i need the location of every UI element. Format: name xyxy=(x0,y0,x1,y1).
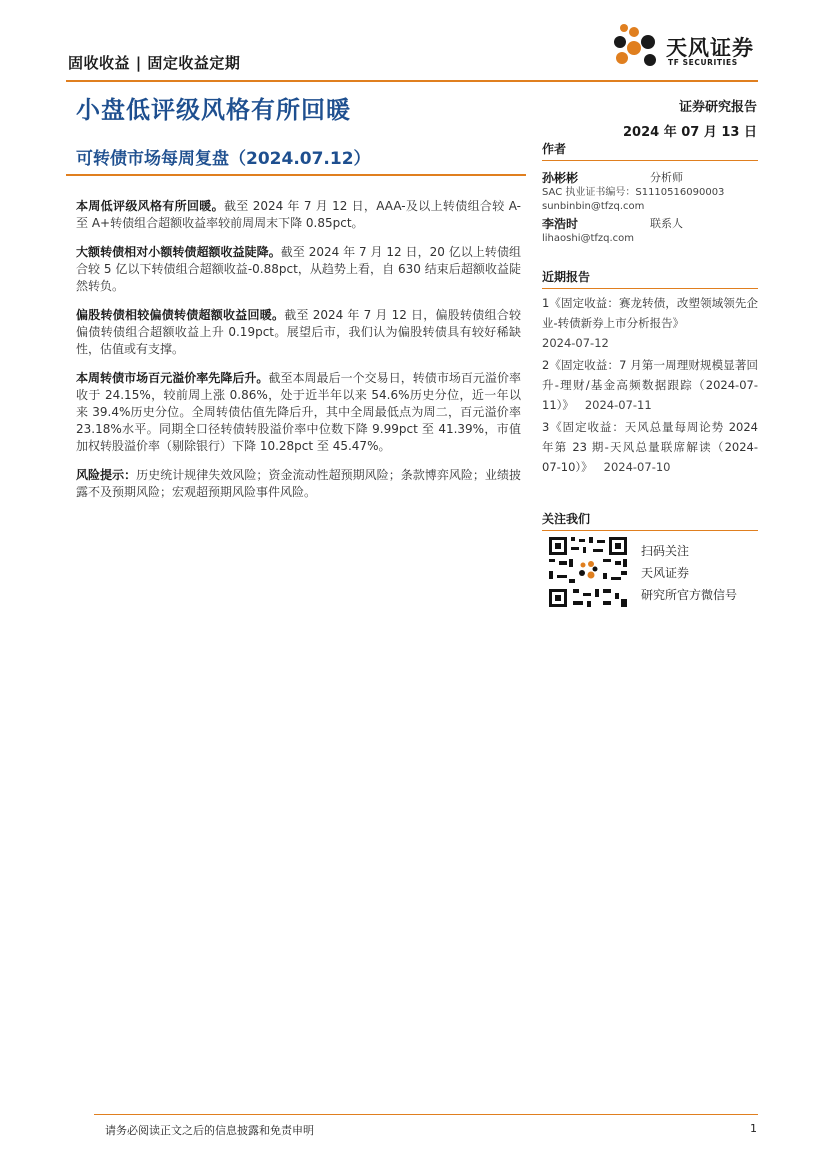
author-role: 联系人 xyxy=(650,217,683,230)
subtitle-divider xyxy=(66,174,526,176)
author-name: 李浩时 xyxy=(542,217,579,231)
author-email[interactable]: sunbinbin@tfzq.com xyxy=(542,201,645,212)
logo-text-en: TF SECURITIES xyxy=(668,58,738,67)
page-subtitle: 可转债市场每周复盘（2024.07.12） xyxy=(76,149,371,169)
footer-disclaimer: 请务必阅读正文之后的信息披露和免责申明 xyxy=(105,1124,314,1137)
report-date: 2024 年 07 月 13 日 xyxy=(623,125,757,140)
summary-paragraph: 大额转债相对小额转债超额收益陡降。截至 2024 年 7 月 12 日，20 亿以上转债组合较 5 亿以下转债组合超额收益-0.88pct，从趋势上看，自 630 结束后超额收益陡然转负。 xyxy=(76,245,521,293)
follow-section xyxy=(542,510,758,531)
footer-divider xyxy=(94,1114,758,1115)
follow-text xyxy=(641,540,737,606)
author-entry xyxy=(542,217,758,232)
recent-reports-section xyxy=(542,268,758,479)
follow-divider xyxy=(542,530,758,531)
author-email[interactable]: lihaoshi@tfzq.com xyxy=(542,233,635,244)
follow-line: 扫码关注 xyxy=(641,544,690,558)
summary-paragraph: 本周低评级风格有所回暖。截至 2024 年 7 月 12 日，AAA-及以上转债组合较 A-至 A+转债组合超额收益率较前周周末下降 0.85pct。 xyxy=(76,199,521,230)
follow-line: 天风证券 xyxy=(641,566,690,580)
recent-report-item[interactable]: 1《固定收益：赛龙转债，改塑领域领先企业-转债新券上市分析报告》 2024-07-12 xyxy=(542,296,758,350)
qr-code-icon[interactable] xyxy=(547,535,629,609)
recent-report-item[interactable]: 2《固定收益：7 月第一周理财规模显著回升-理财/基金高频数据跟踪（2024-07-11）》 2024-07-11 xyxy=(542,358,758,412)
recent-report-item[interactable]: 3《固定收益：天风总量每周论势 2024 年第 23 期-天风总量联席解读（2024-07-10）》 2024-07-10 xyxy=(542,420,758,474)
recent-heading: 近期报告 xyxy=(542,270,591,284)
logo-text-cn: 天风证券 xyxy=(666,36,754,60)
summary-paragraph: 本周转债市场百元溢价率先降后升。截至本周最后一个交易日，转债市场百元溢价率收于 24.15%，较前周上涨 0.86%，处于近半年以来 54.6%历史分位，近一年以来 39.4%历史分位。全周转债估值先降后升，其中全周最低点为周二，百元溢价率 23.18%水平。同期全口径转债转股溢价率中位数下降 9.99pct 至 41.39%，市值加权转股溢价率（剔除银行）下降 10.28pct 至 45.47%。 xyxy=(76,371,521,453)
header-category: 固收收益 | 固定收益定期 xyxy=(68,54,241,72)
authors-section xyxy=(542,140,758,246)
report-type: 证券研究报告 xyxy=(678,100,757,115)
follow-line: 研究所官方微信号 xyxy=(641,588,738,602)
page-number: 1 xyxy=(750,1122,757,1135)
author-entry xyxy=(542,171,758,186)
page-title: 小盘低评级风格有所回暖 xyxy=(76,96,351,124)
header-divider xyxy=(66,80,758,82)
author-role: 分析师 xyxy=(650,171,683,184)
author-cert: SAC 执业证书编号：S1110516090003 xyxy=(542,187,725,198)
author-name: 孙彬彬 xyxy=(542,171,579,185)
risk-warning: 风险提示：历史统计规律失效风险；资金流动性超预期风险；条款博弈风险；业绩披露不及预期风险；宏观超预期风险事件风险。 xyxy=(76,468,521,499)
summary-body xyxy=(76,198,521,513)
follow-heading: 关注我们 xyxy=(542,512,591,526)
authors-heading: 作者 xyxy=(542,142,567,156)
summary-paragraph: 偏股转债相较偏债转债超额收益回暖。截至 2024 年 7 月 12 日，偏股转债组合较偏债转债组合超额收益上升 0.19pct。展望后市，我们认为偏股转债具有较好稀缺性，估值或有支撑。 xyxy=(76,308,521,356)
